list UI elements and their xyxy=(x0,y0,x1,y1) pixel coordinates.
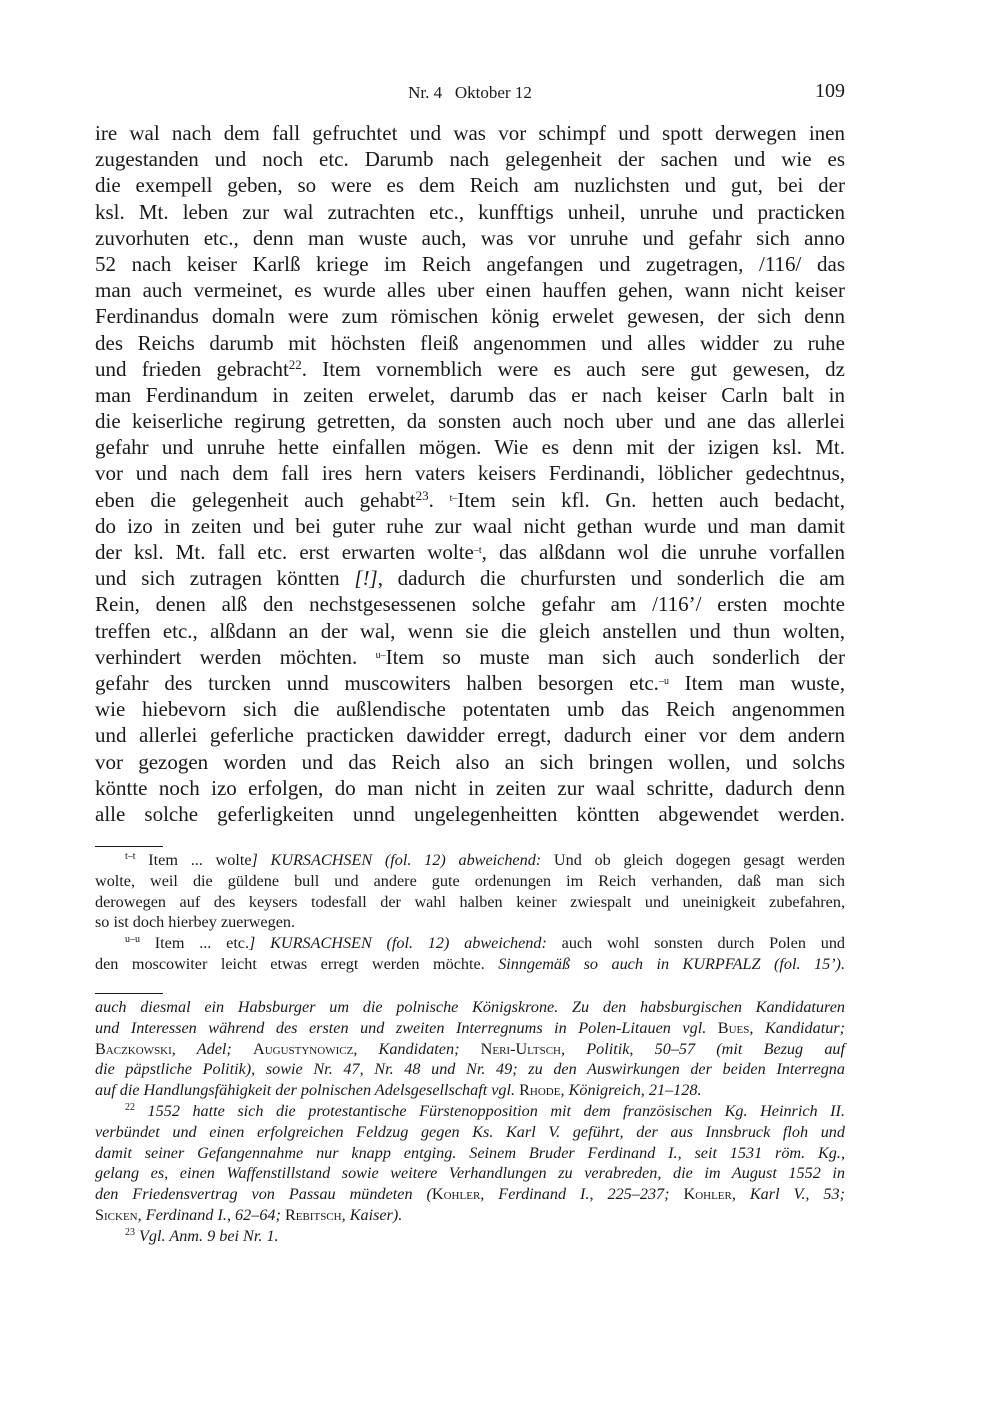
commentary-line: verbündet und einen erfolgreichen Feldzug gegen Ks. Karl V. geführt, der aus Innsbruck floh und xyxy=(95,1122,845,1141)
footnote-ref-23[interactable]: 23 xyxy=(415,487,429,503)
text-line: ksl. Mt. leben zur wal zutrachten etc., kunfftigs unheil, unruhe und practicken xyxy=(95,199,845,224)
text-line: eben die gelegenheit auch gehabt$^{23}$. $^{t-}$Item sein kfl. Gn. hetten auch bedacht, xyxy=(95,487,846,512)
commentary-line: auch diesmal ein Habsburger um die polnische Königskrone. Zu den habsburgischen Kandidaturen xyxy=(95,998,845,1016)
running-header xyxy=(95,80,845,106)
commentary-line: den Friedensvertrag von Passau mündeten (Kohler, Ferdinand I., 225–237; Kohler, Karl V., 53; xyxy=(95,1185,845,1204)
text-line: alle solche geferligkeiten unnd ungelegenheitten köntten abgewendet werden. xyxy=(95,801,845,826)
commentary-line: Sicken, Ferdinand I., 62–64; Rebitsch, Kaiser). xyxy=(95,1205,403,1224)
commentary-line: gelang es, einen Waffenstillstand sowie weitere Verhandlungen zu verabreden, die im August 1552 in xyxy=(95,1164,845,1183)
page-number: 109 xyxy=(815,80,845,102)
apparatus-note-t: $^{t-t}$ Item ... wolte] KURSACHSEN (fol. 12) abweichend: Und ob gleich dogegen gesagt werden xyxy=(125,851,846,869)
apparatus-line: derowegen auf des keysers todesfall der wahl halben keiner zwiespalt und uneinigkeit zubefahren, xyxy=(95,892,845,911)
text-line: gefahr und unruhe hette einfallen mögen. Wie es denn mit der izigen ksl. Mt. xyxy=(95,435,845,460)
footnote-23: $^{23}$ Vgl. Anm. 9 bei Nr. 1. xyxy=(125,1226,279,1245)
text-line: verhindert werden möchten. $^{u-}$Item so muste man sich auch sonderlich der xyxy=(95,644,845,669)
text-line: man auch vermeinet, es wurde alles uber einen hauffen gehen, wann nicht keiser xyxy=(95,278,845,303)
edition-text xyxy=(95,120,845,827)
text-line: man Ferdinandum in zeiten erwelet, darumb das er nach keiser Carln balt in xyxy=(95,382,845,407)
apparatus-line: den moscowiter leicht etwas erregt werden möchte. Sinngemäß so auch in KURPFALZ (fol. 15’). xyxy=(95,954,845,973)
variant-mark-t-start: t– xyxy=(449,492,458,504)
text-line: 52 nach keiser Karlß kriege im Reich angefangen und zugetragen, /116/ das xyxy=(95,251,845,276)
text-line: und sich zutragen köntten [!], dadurch die churfursten und sonderlich die am xyxy=(95,566,846,591)
commentary-notes-divider xyxy=(95,993,163,994)
apparatus-note-u: $^{u-u}$ Item ... etc.] KURSACHSEN (fol. 12) abweichend: auch wohl sonsten durch Polen und xyxy=(125,934,846,953)
commentary-line: damit seiner Gefangennahme nur knapp entging. Seinem Bruder Ferdinand I., seit 1531 röm. Kg., xyxy=(95,1143,845,1162)
text-line: zugestanden und noch etc. Darumb nach gelegenheit der sachen und wie es xyxy=(95,147,845,172)
commentary-notes xyxy=(95,997,845,1247)
commentary-line: auf die Handlungsfähigkeit der polnischen Adelsgesellschaft vgl. Rhode, Königreich, 21–128. xyxy=(95,1081,702,1100)
text-line: zuvorhuten etc., denn man wuste auch, was vor unruhe und gefahr sich anno xyxy=(95,225,845,250)
text-line: und allerlei geferliche practicken dawidder erregt, dadurch einer vor dem andern xyxy=(95,723,845,748)
text-line: des Reichs darumb mit höchsten fleiß angenommen und alles widder zu ruhe xyxy=(95,330,845,355)
text-line: die exempell geben, so were es dem Reich am nuzlichsten und gut, bei der xyxy=(95,173,845,198)
footnote-ref-22[interactable]: 22 xyxy=(288,356,302,372)
commentary-line: die päpstliche Politik), sowie Nr. 47, Nr. 48 und Nr. 49; zu den Auswirkungen der beiden Interregna xyxy=(95,1060,845,1079)
apparatus-line: so ist doch hierbey zuerwegen. xyxy=(95,913,296,932)
variant-mark-u-end: –u xyxy=(658,675,669,687)
footnote-22: $^{22}$ 1552 hatte sich die protestantische Fürstenopposition mit dem französischen Kg. Heinrich II. xyxy=(125,1101,845,1120)
sic-mark: [!] xyxy=(354,566,378,591)
commentary-line: Baczkowski, Adel; Augustynowicz, Kandidaten; Neri-Ultsch, Politik, 50–57 (mit Bezug auf xyxy=(95,1039,846,1058)
text-line: die keiserliche regirung getretten, da sonsten auch noch uber und ane das allerlei xyxy=(95,409,845,434)
textual-notes-divider xyxy=(95,846,163,847)
text-line: der ksl. Mt. fall etc. erst erwarten wolte$^{-t}$, das alßdann wol die unruhe vorfallen xyxy=(95,540,845,564)
textual-apparatus xyxy=(95,850,845,975)
text-line: köntte noch izo erfolgen, do man nicht in zeiten zur waal schritte, dadurch denn xyxy=(95,775,845,800)
apparatus-line: wolte, weil die güldene bull und andere gute ordenungen im Reich verhanden, daß man sich xyxy=(95,871,845,890)
text-line: vor gezogen worden und das Reich also an sich bringen wollen, und solchs xyxy=(95,749,845,774)
variant-mark-u-start: u– xyxy=(375,649,386,661)
variant-mark-t-end: –t xyxy=(473,545,482,556)
text-line: und frieden gebracht$^{22}$. Item vornemblich were es auch sere gut gewesen, dz xyxy=(95,356,845,381)
text-line: gefahr des turcken unnd muscowiters halben besorgen etc.$^{-u}$ Item man wuste, xyxy=(95,670,845,695)
text-line: Rein, denen alß den nechstgesessenen solche gefahr am /116’/ ersten mochte xyxy=(95,592,845,617)
text-line: vor und nach dem fall ires hern vaters keisers Ferdinandi, löblicher gedechtnus, xyxy=(95,461,845,486)
text-line: wie hiebevorn sich die außlendische potentaten umb das Reich angenommen xyxy=(95,697,845,722)
running-title: Nr. 4 Oktober 12 xyxy=(408,83,532,102)
text-line: ire wal nach dem fall gefruchtet und was vor schimpf und spott derwegen inen xyxy=(95,121,845,145)
commentary-line: und Interessen während des ersten und zweiten Interregnums in Polen-Litauen vgl. Bues, Kandidatur; xyxy=(95,1018,846,1037)
text-line: treffen etc., alßdann an der wal, wenn sie die gleich anstellen und thun wolten, xyxy=(95,618,845,643)
text-line: Ferdinandus domaln were zum römischen könig erwelet gewesen, der sich denn xyxy=(95,304,845,329)
text-line: do izo in zeiten und bei guter ruhe zur waal nicht gethan wurde und man damit xyxy=(95,513,845,538)
